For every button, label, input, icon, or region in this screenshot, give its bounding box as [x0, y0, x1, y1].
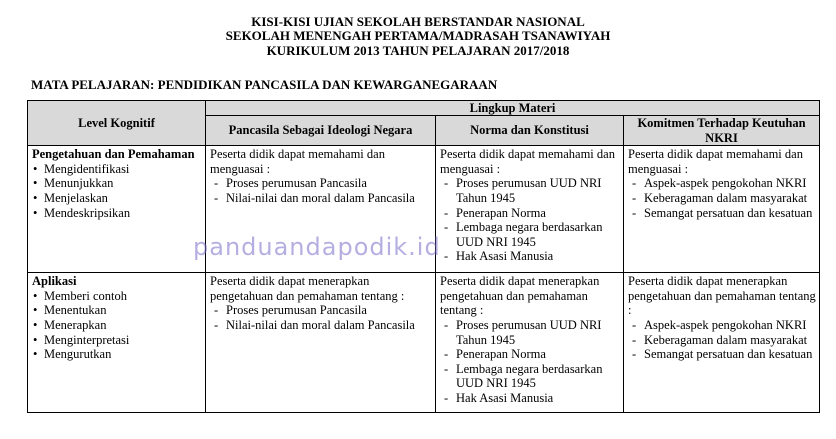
level-cell [28, 273, 206, 413]
watermark-text: panduandapodik.id [193, 233, 441, 261]
header-level-kognitif: Level Kognitif [28, 101, 206, 146]
material-list [210, 303, 432, 332]
list-item: • Menunjukkan [32, 176, 202, 191]
content-cell [624, 146, 820, 273]
table-row [28, 273, 820, 413]
list-item: - Aspek-aspek pengokohan NKRI [628, 318, 816, 333]
list-item: • Menerapkan [32, 318, 202, 333]
list-item: - Proses perumusan UUD NRI Tahun 1945 [440, 318, 620, 347]
list-item: - Penerapan Norma [440, 206, 620, 221]
material-list [628, 318, 816, 362]
list-item: - Penerapan Norma [440, 347, 620, 362]
doc-title-line-1: KISI-KISI UJIAN SEKOLAH BERSTANDAR NASIONAL [251, 14, 585, 29]
list-item: - Aspek-aspek pengokohan NKRI [628, 176, 816, 191]
list-item: - Nilai-nilai dan moral dalam Pancasila [210, 318, 432, 333]
cell-intro: Peserta didik dapat menerapkan pengetahuan dan pemahaman tentang : [628, 274, 816, 318]
list-item: - Semangat persatuan dan kesatuan [628, 347, 816, 362]
material-list [628, 176, 816, 220]
cell-intro: Peserta didik dapat menerapkan pengetahuan dan pemahaman tentang : [440, 274, 600, 318]
material-list [440, 318, 620, 406]
material-list [210, 176, 432, 205]
content-cell [624, 273, 820, 413]
verb-list [32, 289, 202, 362]
content-cell [436, 146, 624, 273]
list-item: - Hak Asasi Manusia [440, 391, 620, 406]
list-item: • Menentukan [32, 303, 202, 318]
header-lingkup-materi: Lingkup Materi [206, 101, 820, 116]
material-list [440, 176, 620, 264]
cell-intro: Peserta didik dapat memahami dan menguasai : [210, 147, 385, 176]
header-pancasila: Pancasila Sebagai Ideologi Negara [206, 116, 436, 146]
list-item: - Keberagaman dalam masyarakat [628, 333, 816, 348]
list-item: - Keberagaman dalam masyarakat [628, 191, 816, 206]
content-cell [436, 273, 624, 413]
list-item: - Proses perumusan Pancasila [210, 176, 432, 191]
subject-heading: MATA PELAJARAN: PENDIDIKAN PANCASILA DAN KEWARGANEGARAAN [31, 77, 498, 92]
verb-list [32, 162, 202, 220]
level-name: Aplikasi [32, 274, 77, 289]
cell-intro: Peserta didik dapat memahami dan menguasai : [628, 147, 803, 176]
list-item: - Proses perumusan Pancasila [210, 303, 432, 318]
list-item: - Semangat persatuan dan kesatuan [628, 206, 816, 221]
list-item: - Lembaga negara berdasarkan UUD NRI 1945 [440, 362, 620, 391]
list-item: • Mendeskripsikan [32, 206, 202, 221]
level-cell [28, 146, 206, 273]
list-item: - Proses perumusan UUD NRI Tahun 1945 [440, 176, 620, 205]
cell-intro: Peserta didik dapat menerapkan pengetahuan dan pemahaman tentang : [210, 274, 405, 303]
list-item: • Mengurutkan [32, 347, 202, 362]
list-item: • Mengidentifikasi [32, 162, 202, 177]
list-item: • Menjelaskan [32, 191, 202, 206]
doc-title-line-2: SEKOLAH MENENGAH PERTAMA/MADRASAH TSANAWIYAH [225, 28, 611, 43]
doc-title-line-3: KURIKULUM 2013 TAHUN PELAJARAN 2017/2018 [266, 43, 570, 58]
level-name: Pengetahuan dan Pemahaman [32, 147, 195, 162]
list-item: - Hak Asasi Manusia [440, 249, 620, 264]
list-item: • Menginterpretasi [32, 333, 202, 348]
list-item: - Lembaga negara berdasarkan UUD NRI 1945 [440, 220, 620, 249]
header-komitmen: Komitmen Terhadap Keutuhan NKRI [624, 116, 820, 146]
content-cell [206, 273, 436, 413]
header-norma: Norma dan Konstitusi [436, 116, 624, 146]
list-item: - Nilai-nilai dan moral dalam Pancasila [210, 191, 432, 206]
list-item: • Memberi contoh [32, 289, 202, 304]
cell-intro: Peserta didik dapat memahami dan menguasai : [440, 147, 615, 176]
